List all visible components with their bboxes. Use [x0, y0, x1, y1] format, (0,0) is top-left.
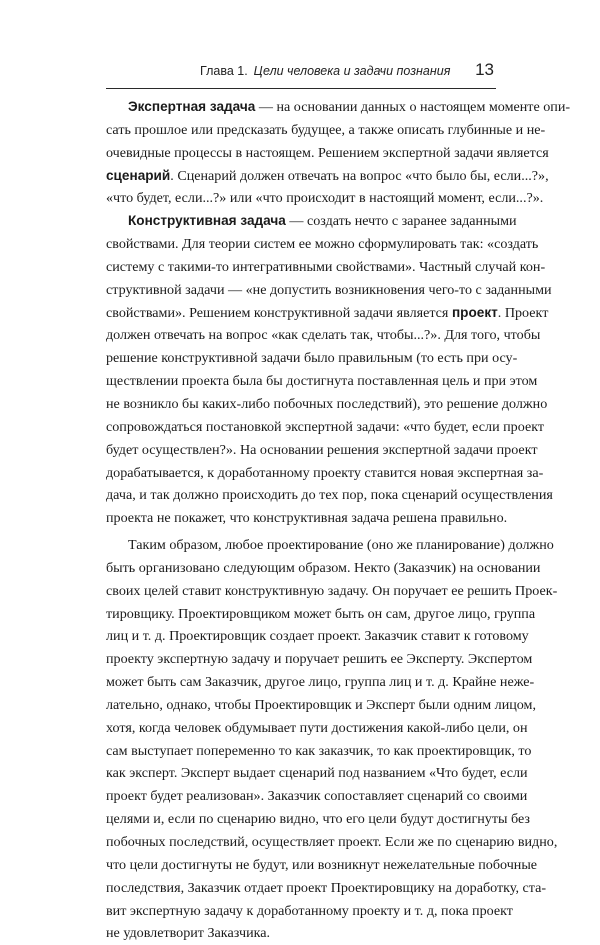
text-line: структивной задачи — «не допустить возникновения чего-то с заданными	[106, 281, 552, 298]
running-header	[106, 60, 496, 89]
text-line: должен отвечать на вопрос «как сделать так, чтобы...?». Для того, чтобы	[106, 327, 541, 344]
text-line: лиц и т. д. Проектировщик создает проект. Заказчик ставит к готовому	[106, 628, 529, 645]
text-line: свойствами. Для теории систем ее можно сформулировать так: «создать	[106, 236, 539, 253]
text-line: Конструктивная задача — создать нечто с заранее заданными	[128, 213, 517, 230]
text-body	[106, 96, 571, 945]
text-line: проект будет реализован». Заказчик сопоставляет сценарий со своими	[106, 788, 528, 805]
text-line: сам выступает попеременно то как заказчик, то как проектировщик, то	[106, 742, 532, 759]
text-line: свойствами». Решением конструктивной задачи является проект. Проект	[106, 304, 549, 321]
term-project: проект	[451, 304, 498, 320]
text-line: целями и, если по сценарию видно, что его цели будут достигнуты без	[106, 811, 530, 828]
text-line: будет осуществлен?». На основании решения экспертной задачи проект	[106, 441, 538, 458]
text-line: решение конструктивной задачи было правильным (то есть при осу-	[106, 350, 518, 367]
text-line: побочных последствий, осуществляет проект. Если же по сценарию видно,	[106, 834, 558, 850]
text-line: что цели достигнуты не будут, или возникнут нежелательные побочные	[106, 856, 538, 873]
chapter-heading	[200, 64, 450, 78]
text-line: дорабатывается, к доработанному проекту ставится новая экспертная за-	[106, 464, 544, 481]
chapter-title: Цели человека и задачи познания	[253, 64, 451, 78]
term-expert-task: Экспертная задача	[128, 99, 256, 114]
chapter-label: Глава 1.	[200, 64, 248, 78]
text-line: не удовлетворит Заказчика.	[106, 925, 271, 942]
term-constructive-task: Конструктивная задача	[128, 213, 286, 229]
term-scenario: сценарий	[106, 167, 171, 183]
text-line: своих целей ставит конструктивную задачу. Он поручает ее решить Проек-	[106, 582, 558, 599]
text-line: сать прошлое или предсказать будущее, а также описать глубинные и не-	[106, 121, 546, 138]
text-line: вит экспертную задачу к доработанному проекту и т. д, пока проект	[106, 902, 513, 919]
text-line: тировщику. Проектировщиком может быть он сам, другое лицо, группа	[106, 605, 536, 622]
text-line: «что будет, если...?» или «что происходит в настоящий момент, если...?».	[106, 190, 544, 207]
page-number: 13	[475, 60, 494, 79]
text-line: ществлении проекта была бы достигнута поставленная цель и при этом	[106, 373, 538, 390]
text-line: систему с такими-то интегративными свойствами». Частный случай кон-	[106, 258, 546, 275]
text-line: очевидные процессы в настоящем. Решением экспертной задачи является	[106, 144, 549, 161]
text-line: последствия, Заказчик отдает проект Проектировщику на доработку, ста-	[106, 879, 547, 896]
text-line: Экспертная задача — на основании данных о настоящем моменте опи-	[128, 99, 571, 115]
text-line: Таким образом, любое проектирование (оно же планирование) должно	[128, 537, 554, 554]
text-line: не возникло бы каких-либо побочных последствий), это решение должно	[106, 395, 548, 412]
text-line: хотя, когда человек обдумывает пути достижения какой-либо цели, он	[106, 719, 528, 736]
text-line: проекта не покажет, что конструктивная задача решена правильно.	[106, 510, 508, 527]
text-line: может быть сам Заказчик, другое лицо, группа лиц и т. д. Крайне неже-	[106, 674, 535, 691]
text-line: быть организовано следующим образом. Некто (Заказчик) на основании	[106, 559, 541, 576]
text-line: сценарий. Сценарий должен отвечать на вопрос «что было бы, если...?»,	[106, 167, 549, 184]
text-line: лательно, однако, чтобы Проектировщик и Эксперт были одним лицом,	[106, 696, 536, 713]
text-line: сопровождаться постановкой экспертной задачи: «что будет, если проект	[106, 418, 545, 435]
text-line: как эксперт. Эксперт выдает сценарий под названием «Что будет, если	[106, 765, 528, 782]
text-line: проекту экспертную задачу и поручает решить ее Эксперту. Экспертом	[106, 651, 533, 668]
text-line: дача, и так должно происходить до тех пор, пока сценарий осуществления	[106, 487, 553, 504]
